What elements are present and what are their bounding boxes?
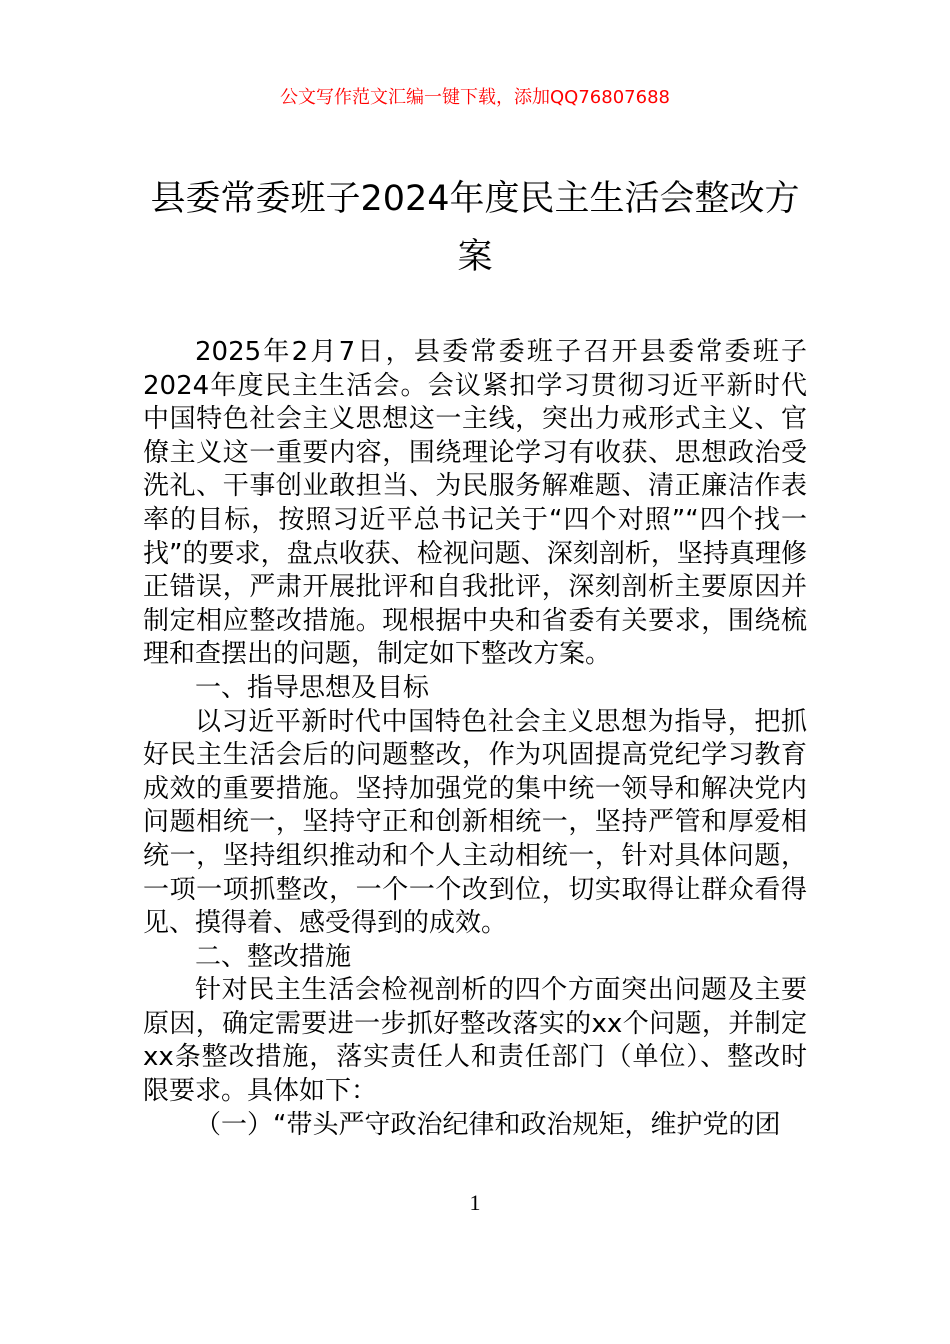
body-paragraph-measures: 针对民主生活会检视剖析的四个方面突出问题及主要原因，确定需要进一步抓好整改落实的xx个问题，并制定xx条整改措施，落实责任人和责任部门（单位）、整改时限要求。具体如下： [143, 975, 807, 1107]
document-title: 县委常委班子2024年度民主生活会整改方案 [150, 179, 800, 277]
document-body [143, 336, 807, 1142]
subsection-heading-1: （一）“带头严守政治纪律和政治规矩，维护党的团 [195, 1109, 781, 1140]
section-heading-measures: 二、整改措施 [195, 941, 352, 972]
section-heading-guiding-thought: 一、指导思想及目标 [195, 672, 430, 703]
body-paragraph-guiding-thought: 以习近平新时代中国特色社会主义思想为指导，把抓好民主生活会后的问题整改，作为巩固提高党纪学习教育成效的重要措施。坚持加强党的集中统一领导和解决党内问题相统一，坚持守正和创新相统一，坚持严管和厚爱相统一，坚持组织推动和个人主动相统一，针对具体问题，一项一项抓整改，一个一个改到位，切实取得让群众看得见、摸得着、感受得到的成效。 [143, 706, 807, 939]
page-number: 1 [469, 1190, 481, 1215]
header-note: 公文写作范文汇编一键下载，添加QQ76807688 [280, 87, 670, 108]
body-paragraph-intro: 2025年2月7日，县委常委班子召开县委常委班子2024年度民主生活会。会议紧扣学习贯彻习近平新时代中国特色社会主义思想这一主线，突出力戒形式主义、官僚主义这一重要内容，围绕理论学习有收获、思想政治受洗礼、干事创业敢担当、为民服务解难题、清正廉洁作表率的目标，按照习近平总书记关于“四个对照”“四个找一找”的要求，盘点收获、检视问题、深刻剖析，坚持真理修正错误，严肃开展批评和自我批评，深刻剖析主要原因并制定相应整改措施。现根据中央和省委有关要求，围绕梳理和查摆出的问题，制定如下整改方案。 [143, 337, 807, 670]
